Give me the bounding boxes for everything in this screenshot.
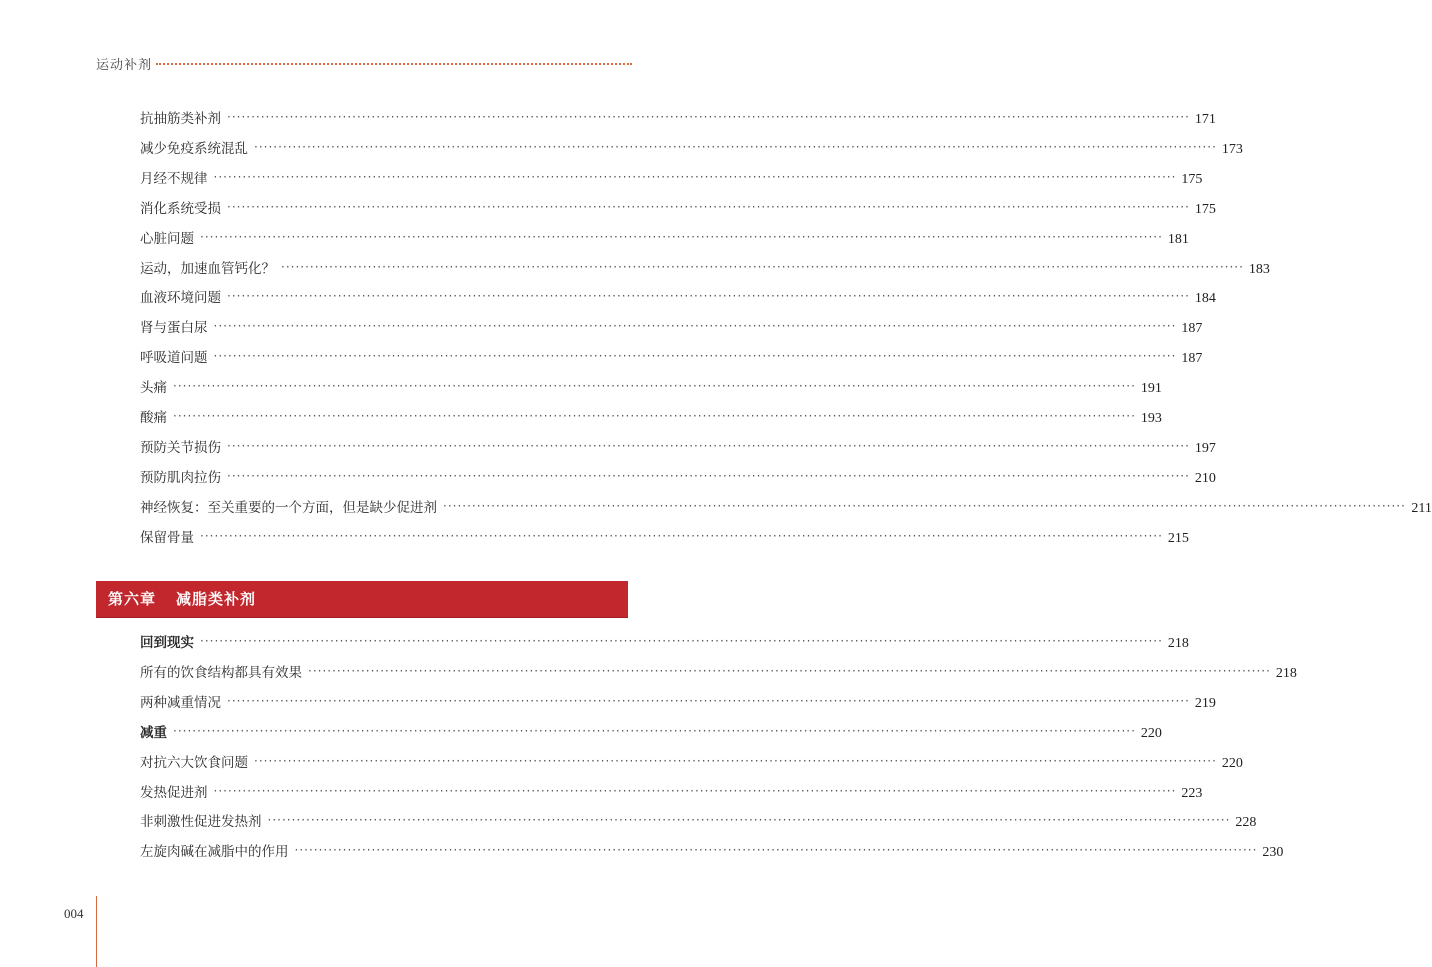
toc-entry-label: 呼吸道问题 — [140, 350, 208, 367]
toc-leader-dots: ········································································································································································································ — [227, 468, 1190, 483]
toc-entry-page: 218 — [1167, 636, 1189, 651]
toc-leader-dots: ········································································································································································································ — [200, 528, 1163, 543]
toc-entry[interactable] — [140, 257, 1270, 279]
toc-leader-dots: ········································································································································································································ — [254, 753, 1217, 768]
toc-leader-dots: ········································································································································································································ — [294, 843, 1258, 858]
toc-entry-label: 预防肌肉拉伤 — [140, 469, 221, 486]
running-header-title: 运动补剂 — [96, 58, 153, 73]
toc-entry-page: 223 — [1181, 785, 1203, 801]
toc-entry-label: 减少免疫系统混乱 — [140, 140, 248, 157]
toc-entry-page: 220 — [1221, 755, 1243, 771]
toc-entry[interactable] — [140, 406, 1162, 428]
toc-leader-dots: ········································································································································································································ — [443, 498, 1406, 513]
toc-entry-page: 211 — [1411, 500, 1432, 516]
toc-entry[interactable] — [140, 526, 1189, 548]
toc-entry-label: 消化系统受损 — [140, 200, 221, 217]
toc-entry[interactable] — [140, 167, 1203, 189]
chapter-title: 减脂类补剂 — [176, 590, 257, 608]
toc-leader-dots: ········································································································································································································ — [281, 259, 1244, 274]
toc-entry[interactable] — [140, 810, 1257, 832]
toc-entry-label: 抗抽筋类补剂 — [140, 111, 221, 127]
toc-entry-page: 173 — [1221, 141, 1243, 157]
toc-entry-page: 191 — [1140, 381, 1162, 397]
toc-leader-dots: ········································································································································································································ — [267, 813, 1231, 828]
toc-leader-dots: ········································································································································································································ — [227, 110, 1190, 124]
toc-entry[interactable] — [140, 840, 1284, 862]
toc-entry[interactable] — [140, 751, 1243, 773]
toc-entry[interactable] — [140, 721, 1162, 743]
toc-entry-label: 两种减重情况 — [140, 694, 221, 711]
toc-entry[interactable] — [140, 197, 1216, 219]
toc-entry[interactable] — [140, 137, 1243, 159]
toc-entry-label: 肾与蛋白尿 — [140, 320, 208, 337]
toc-leader-dots: ········································································································································································································ — [227, 693, 1190, 708]
toc-leader-dots: ········································································································································································································ — [213, 783, 1177, 798]
toc-entry-page: 187 — [1181, 351, 1203, 367]
toc-entry-page: 175 — [1194, 201, 1216, 217]
header-dotted-rule — [156, 63, 632, 65]
toc-leader-dots: ········································································································································································································ — [227, 438, 1190, 453]
toc-entry-page: 181 — [1167, 231, 1189, 247]
toc-entry-page: 175 — [1181, 171, 1203, 187]
toc-entry-label: 保留骨量 — [140, 529, 194, 546]
toc-entry-page: 171 — [1194, 112, 1216, 127]
toc-leader-dots: ········································································································································································································ — [227, 289, 1190, 304]
toc-leader-dots: ········································································································································································································ — [173, 723, 1136, 738]
toc-leader-dots: ········································································································································································································ — [254, 139, 1217, 154]
toc-entry-label: 非刺激性促进发热剂 — [140, 814, 262, 831]
toc-entry-label: 运动，加速血管钙化？ — [140, 260, 275, 277]
toc-entry[interactable] — [140, 346, 1203, 368]
toc-leader-dots: ········································································································································································································ — [308, 663, 1271, 678]
page-number: 004 — [64, 906, 84, 921]
toc-entry-label: 头痛 — [140, 380, 167, 397]
toc-entry-label: 心脏问题 — [140, 230, 194, 247]
chapter-number: 第六章 — [108, 590, 157, 608]
toc-entry-page: 228 — [1235, 815, 1257, 831]
toc-entry[interactable] — [140, 376, 1162, 398]
toc-entry-label: 对抗六大饮食问题 — [140, 754, 248, 771]
toc-entry[interactable] — [140, 496, 1432, 518]
toc-entry-page: 210 — [1194, 470, 1216, 486]
toc-entry[interactable] — [140, 691, 1216, 713]
toc-entry-label: 回到现实 — [140, 635, 194, 651]
toc-entry-label: 月经不规律 — [140, 170, 208, 187]
toc-entry-page: 193 — [1140, 411, 1162, 426]
toc-leader-dots: ········································································································································································································ — [173, 379, 1136, 394]
toc-entry-page: 220 — [1140, 725, 1162, 741]
toc-entry[interactable] — [140, 631, 1189, 653]
toc-entry-page: 218 — [1275, 665, 1297, 681]
toc-entry-page: 197 — [1194, 440, 1216, 456]
toc-entry[interactable] — [140, 781, 1203, 803]
toc-entry-label: 减重 — [140, 724, 167, 741]
footer-rule — [96, 896, 97, 967]
toc-entry[interactable] — [140, 661, 1297, 683]
toc-entry-page: 183 — [1248, 261, 1270, 277]
toc-entry-label: 预防关节损伤 — [140, 439, 221, 456]
toc-entry-page: 219 — [1194, 695, 1216, 711]
toc-leader-dots: ········································································································································································································ — [213, 349, 1177, 364]
toc-leader-dots: ········································································································································································································ — [227, 199, 1190, 214]
toc-entry-label: 酸痛 — [140, 410, 167, 426]
toc-entry-page: 184 — [1194, 291, 1216, 307]
toc-entry[interactable] — [140, 316, 1203, 338]
chapter-banner — [96, 581, 628, 617]
toc-leader-dots: ········································································································································································································ — [213, 319, 1177, 334]
toc-entry-label: 所有的饮食结构都具有效果 — [140, 664, 302, 681]
toc-entry[interactable] — [140, 436, 1216, 458]
toc-entry[interactable] — [140, 286, 1216, 308]
toc-entry[interactable] — [140, 466, 1216, 488]
toc-leader-dots: ········································································································································································································ — [200, 229, 1163, 244]
toc-entry-label: 血液环境问题 — [140, 290, 221, 307]
toc-entry-label: 左旋肉碱在减脂中的作用 — [140, 844, 289, 861]
toc-entry[interactable] — [140, 107, 1216, 129]
toc-leader-dots: ········································································································································································································ — [200, 634, 1163, 648]
toc-entry-page: 230 — [1262, 845, 1284, 861]
toc-entry[interactable] — [140, 227, 1189, 249]
toc-entry-page: 215 — [1167, 530, 1189, 546]
toc-leader-dots: ········································································································································································································ — [173, 409, 1136, 423]
toc-entry-label: 发热促进剂 — [140, 784, 208, 801]
toc-entry-page: 187 — [1181, 321, 1203, 337]
toc-leader-dots: ········································································································································································································ — [213, 169, 1177, 184]
toc-entry-label: 神经恢复：至关重要的一个方面，但是缺少促进剂 — [140, 499, 437, 516]
